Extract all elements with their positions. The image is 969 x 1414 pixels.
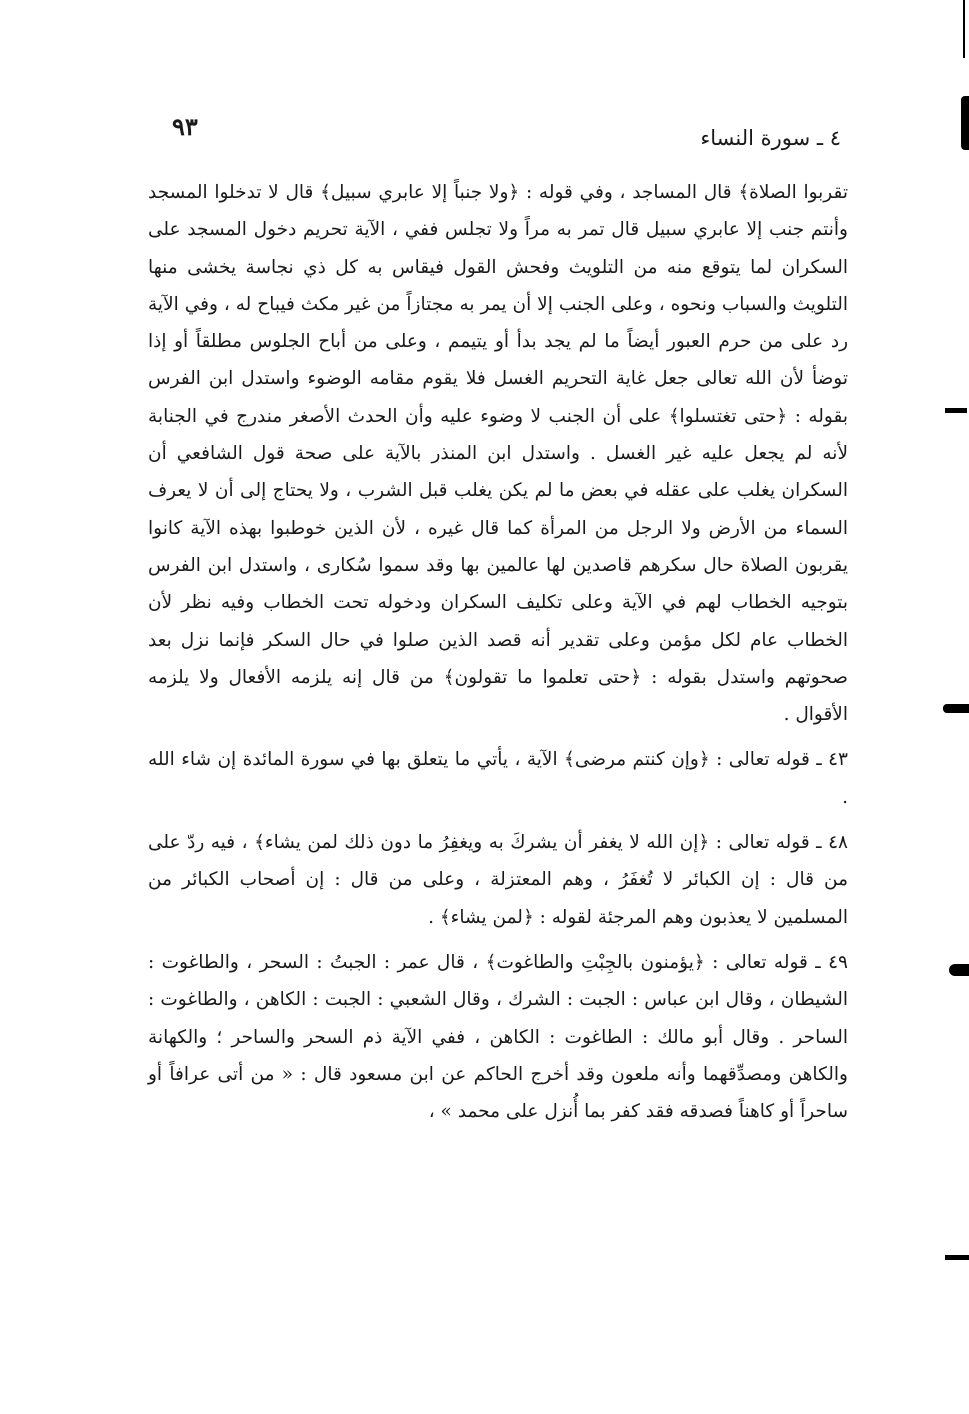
page-number: ٩٣ bbox=[172, 112, 198, 141]
scan-edge-mark-3 bbox=[949, 964, 969, 976]
surah-title: ٤ ـ سورة النساء bbox=[700, 126, 841, 150]
paragraph-verse-43: ٤٣ ـ قوله تعالى : ﴿وإن كنتم مرضى﴾ الآية ، يأتي ما يتعلق بها في سورة المائدة إن شاء الله . bbox=[148, 749, 848, 808]
scan-edge-mark-top bbox=[963, 0, 965, 58]
paragraph-continuation: تقربوا الصلاة﴾ قال المساجد ، وفي قوله : ﴿ولا جنباً إلا عابري سبيل﴾ قال لا تدخلوا المسجد وأنتم جنب إلا عابري سبيل قال تمر به مراً ولا تجلس ففي ، الآية تحريم دخول المسجد على السكران لما يتوقع منه من التلويث وفحش القول فيقاس به كل ذي نجاسة يخشى منها التلويث والسباب ونحوه ، وعلى الجنب إلا أن يمر به مجتازاً من غير مكث فيباح له ، وفي الآية رد على من حرم العبور أيضاً ما لم يجد بدأ أو يتيمم ، وعلى من أباح الجلوس مطلقاً أو إذا توضأ لأن الله تعالى جعل غاية التحريم الغسل فلا يقوم مقامه الوضوء واستدل ابن الفرس بقوله : ﴿حتى تغتسلوا﴾ على أن الجنب لا وضوء عليه وأن الحدث الأصغر مندرج في الجنابة لأنه لم يجعل عليه غير الغسل . واستدل ابن المنذر بالآية على صحة قول الشافعي أن السكران يغلب على عقله في بعض ما لم يكن يغلب قبل الشرب ، ولا يحتاج إلى أن لا يعرف السماء من الأرض ولا الرجل من المرأة كما قال غيره ، لأن الذين خوطبوا بهذه الآية كانوا يقربون الصلاة حال سكرهم قاصدين لها عالمين بها وقد سموا سُكارى ، واستدل ابن الفرس بتوجيه الخطاب لهم في الآية وعلى تكليف السكران ودخوله تحت الخطاب وفيه نظر لأن الخطاب عام لكل مؤمن وعلى تقدير أنه قصد الذين صلوا في حال السكر فإنما نزل بعد صحوتهم واستدل بقوله : ﴿حتى تعلموا ما تقولون﴾ من قال إنه يلزمه الأفعال ولا يلزمه الأقوال . bbox=[148, 182, 848, 726]
paragraph-verse-48: ٤٨ ـ قوله تعالى : ﴿إن الله لا يغفر أن يشركَ به ويغفِرُ ما دون ذلك لمن يشاء﴾ ، فيه ردّ على من قال : إن الكبائر لا تُغفَرُ ، وهم المعتزلة ، وعلى من قال : إن أصحاب الكبائر من المسلمين لا يعذبون وهم المرجئة لقوله : ﴿لمن يشاء﴾ . bbox=[148, 832, 848, 928]
paragraph-verse-49: ٤٩ ـ قوله تعالى : ﴿يؤمنون بالجِبْتِ والطاغوت﴾ ، قال عمر : الجبتُ : السحر ، والطاغوت : الشيطان ، وقال ابن عباس : الجبت : الشرك ، وقال الشعبي : الجبت : الكاهن ، والطاغوت : الساحر . وقال أبو مالك : الطاغوت : الكاهن ، ففي الآية ذم السحر والساحر ؛ والكهانة والكاهن ومصدِّقهما وأنه ملعون وقد أخرج الحاكم عن ابن مسعود قال : « من أتى عرافاً أو ساحراً أو كاهناً فصدقه فقد كفر بما أُنزل على محمد » ، bbox=[148, 951, 848, 1123]
scan-edge-mark-4 bbox=[945, 1255, 969, 1260]
scan-edge-mark-1 bbox=[945, 408, 967, 413]
commentary-body bbox=[148, 174, 848, 1130]
scan-edge-mark-upper bbox=[961, 96, 969, 150]
scan-edge-mark-2 bbox=[943, 704, 969, 713]
